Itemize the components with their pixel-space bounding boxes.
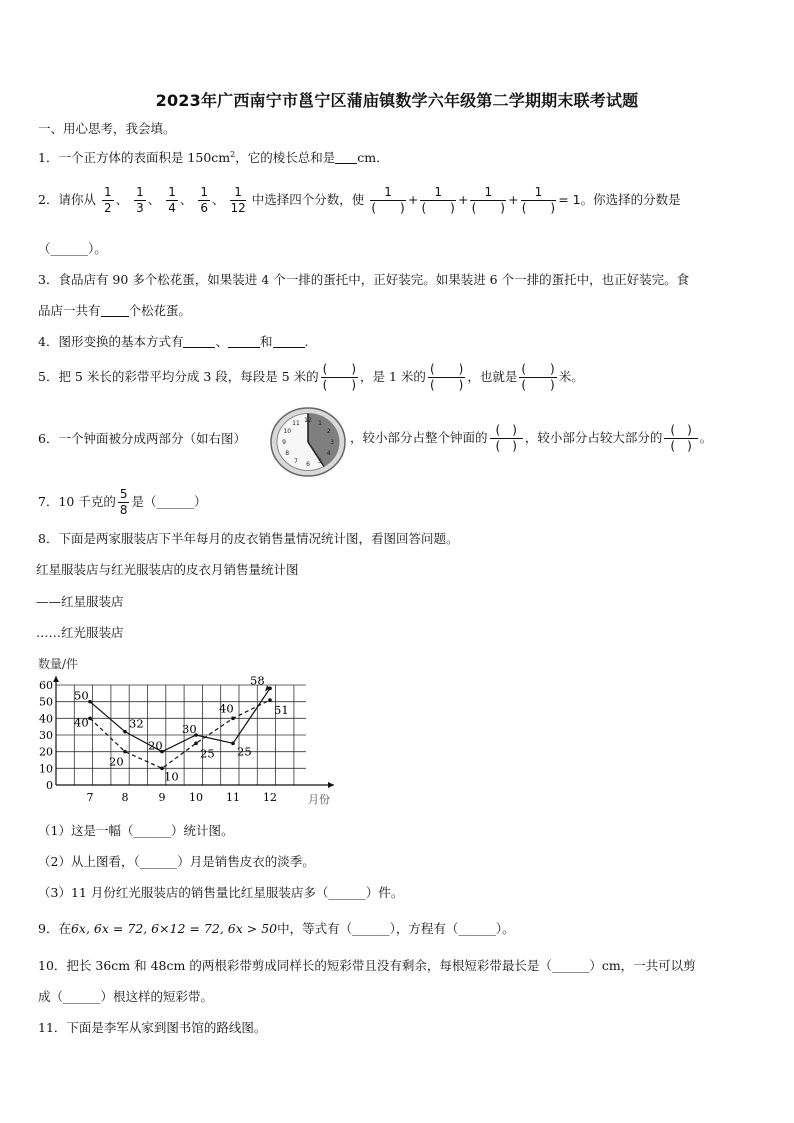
question-7-text-b[interactable]: 是（______） bbox=[131, 494, 207, 509]
data-label: 30 bbox=[182, 722, 197, 736]
question-9-text-b[interactable]: 中，等式有（______），方程有（______）。 bbox=[277, 921, 515, 936]
answer-blank[interactable] bbox=[101, 303, 129, 317]
superscript: 2 bbox=[230, 150, 236, 159]
data-label: 51 bbox=[274, 703, 289, 717]
data-label: 25 bbox=[200, 746, 215, 761]
data-label: 25 bbox=[237, 744, 252, 759]
clock-number: 2 bbox=[326, 428, 331, 435]
question-5 bbox=[38, 360, 584, 394]
question-2-answer[interactable]: （______）。 bbox=[38, 241, 107, 256]
clock-number: 6 bbox=[306, 461, 310, 468]
x-tick-label: 12 bbox=[263, 791, 277, 804]
fraction-blank[interactable]: $\frac{( )}{( )}$ bbox=[322, 362, 357, 392]
equals-one: = 1 bbox=[558, 192, 581, 207]
question-3-text: 品店一共有 bbox=[38, 303, 101, 318]
question-5-text-c: ，也就是 bbox=[467, 369, 518, 384]
legend-dashed: ……红光服装店 bbox=[36, 625, 124, 640]
fraction-blank[interactable]: $\frac{( )}{( )}$ bbox=[664, 423, 697, 454]
answer-blank[interactable] bbox=[183, 334, 215, 348]
question-8-sub1[interactable]: （1）这是一幅（______）统计图。 bbox=[38, 823, 234, 838]
fraction-option: $\frac{1}{2}$ bbox=[103, 185, 112, 215]
fraction-blank[interactable]: $\frac{1}{( )}$ bbox=[371, 185, 405, 215]
line-chart-svg bbox=[34, 652, 344, 812]
question-6-text-b: ，较小部分占整个钟面的 bbox=[350, 430, 488, 445]
data-point bbox=[123, 750, 127, 754]
fraction-blank[interactable]: $\frac{1}{( )}$ bbox=[471, 185, 505, 215]
clock-number: 4 bbox=[326, 450, 331, 457]
question-2-text-b: 中选择四个分数，使 bbox=[251, 192, 365, 207]
question-9 bbox=[38, 920, 515, 938]
y-tick-label: 60 bbox=[39, 679, 53, 692]
clock-number: 9 bbox=[282, 439, 286, 446]
data-point bbox=[194, 742, 198, 746]
clock-number: 7 bbox=[294, 458, 298, 466]
y-tick-label: 50 bbox=[39, 695, 53, 709]
question-3-line2 bbox=[38, 302, 191, 320]
question-1-unit: cm． bbox=[357, 150, 389, 166]
question-1-text: 1．一个正方体的表面积是 150cm bbox=[38, 150, 231, 166]
answer-blank[interactable] bbox=[335, 150, 357, 164]
data-label: 50 bbox=[74, 688, 89, 703]
legend-solid: ——红星服装店 bbox=[36, 594, 124, 609]
y-tick-label: 20 bbox=[39, 745, 53, 759]
data-label: 58 bbox=[250, 673, 265, 688]
clock-icon bbox=[268, 405, 348, 477]
data-point bbox=[231, 742, 235, 746]
fraction-option: $\frac{1}{6}$ bbox=[200, 185, 208, 215]
question-5-text-b: ，是 1 米的 bbox=[360, 369, 426, 384]
data-label: 40 bbox=[219, 701, 234, 716]
question-4 bbox=[38, 333, 308, 351]
question-2: 2．请你从 $\frac{1}{2}$ 、 $\frac{1}{3}$ 、 $\frac{1}{4}$ 、 $\frac{1}{6}$ 、 $\frac{1}{12}$ 中选择四个分数，使 $\frac{1}{( )}$ + $\frac{1}{( )}$ + $\frac{1}{( )}$ + $\frac{1}{( )}$ = 1。你选择的分数是 bbox=[38, 185, 681, 215]
y-tick-label: 10 bbox=[39, 762, 53, 776]
question-6-text: 6．一个钟面被分成两部分（如右图） bbox=[38, 431, 246, 446]
separator: 和 bbox=[259, 334, 273, 349]
question-3-line1: 3．食品店有 90 多个松花蛋，如果装进 4 个一排的蛋托中，正好装完。如果装进 6 个一排的蛋托中，也正好装完。食 bbox=[38, 272, 690, 287]
data-label: 20 bbox=[148, 738, 163, 753]
question-5-text: 5．把 5 米长的彩带平均分成 3 段，每段是 5 米的 bbox=[38, 369, 319, 384]
data-point bbox=[88, 700, 92, 704]
answer-blank[interactable] bbox=[273, 334, 305, 348]
fraction-option: $\frac{1}{12}$ bbox=[230, 185, 246, 215]
question-6-text-d: 。 bbox=[699, 430, 713, 445]
data-label: 32 bbox=[129, 716, 144, 731]
data-point bbox=[268, 698, 272, 702]
question-7 bbox=[38, 484, 207, 520]
chart-title: 红星服装店与红光服装店的皮衣月销售量统计图 bbox=[36, 562, 299, 577]
data-point bbox=[231, 717, 235, 721]
y-tick-label: 30 bbox=[39, 729, 53, 742]
data-label: 20 bbox=[109, 754, 124, 769]
clock-number: 5 bbox=[318, 458, 322, 466]
clock-number: 11 bbox=[292, 419, 300, 427]
question-10-line1[interactable]: 10．把长 36cm 和 48cm 的两根彩带剪成同样长的短彩带且没有剩余，每根短彩带最长是（______）cm，一共可以剪 bbox=[38, 958, 696, 973]
data-label: 10 bbox=[164, 769, 179, 784]
y-axis-arrow bbox=[53, 676, 59, 682]
question-2-text-c: 。你选择的分数是 bbox=[580, 192, 681, 207]
answer-blank[interactable] bbox=[228, 334, 260, 348]
y-tick-label: 0 bbox=[46, 779, 53, 792]
question-8-intro: 8．下面是两家服装店下半年每月的皮衣销售量情况统计图，看图回答问题。 bbox=[38, 531, 459, 546]
clock-number: 10 bbox=[283, 428, 292, 435]
series-line-hongxing bbox=[90, 688, 270, 751]
x-axis-arrow bbox=[328, 782, 334, 788]
data-point bbox=[123, 730, 127, 734]
data-label: 40 bbox=[74, 715, 89, 730]
clock-number: 12 bbox=[304, 417, 312, 424]
fraction: $\frac{5}{8}$ bbox=[119, 487, 128, 517]
x-tick-label: 10 bbox=[189, 791, 203, 804]
question-3-text-b: 个松花蛋。 bbox=[128, 303, 192, 318]
section-heading: 一、用心思考，我会填。 bbox=[38, 121, 176, 136]
question-10-line2[interactable]: 成（______）根这样的短彩带。 bbox=[38, 989, 214, 1004]
question-5-text-d: 米。 bbox=[558, 369, 584, 384]
question-6-rest bbox=[350, 418, 712, 458]
question-8-sub2[interactable]: （2）从上图看，（______）月是销售皮衣的淡季。 bbox=[38, 854, 315, 869]
question-4-text: 4．图形变换的基本方式有 bbox=[38, 334, 184, 349]
question-2-text: 2．请你从 bbox=[38, 192, 96, 207]
question-1-text-b: ，它的棱长总和是 bbox=[235, 150, 336, 166]
question-11: 11．下面是李军从家到图书馆的路线图。 bbox=[38, 1020, 267, 1035]
fraction-blank[interactable]: $\frac{1}{( )}$ bbox=[521, 185, 556, 215]
clock-figure bbox=[268, 405, 348, 477]
x-tick-label: 7 bbox=[86, 791, 94, 804]
clock-number: 3 bbox=[330, 439, 334, 446]
question-1 bbox=[38, 146, 389, 167]
fraction-blank[interactable]: $\frac{( )}{( )}$ bbox=[490, 423, 523, 454]
page-title: 2023年广西南宁市邕宁区蒲庙镇数学六年级第二学期期末联考试题 bbox=[155, 91, 639, 110]
x-tick-label: 8 bbox=[121, 791, 129, 804]
question-7-text: 7．10 千克的 bbox=[38, 494, 116, 509]
period: . bbox=[304, 334, 309, 349]
line-chart bbox=[34, 652, 344, 812]
separator: 、 bbox=[215, 334, 228, 349]
fraction-blank[interactable]: $\frac{( )}{( )}$ bbox=[521, 362, 555, 392]
fraction-option: $\frac{1}{4}$ bbox=[168, 185, 176, 215]
y-tick-label: 40 bbox=[39, 712, 53, 726]
fraction-blank[interactable]: $\frac{( )}{( )}$ bbox=[429, 362, 464, 392]
question-8-sub3[interactable]: （3）11 月份红光服装店的销售量比红星服装店多（______）件。 bbox=[38, 885, 404, 900]
clock-number: 8 bbox=[285, 450, 290, 457]
y-axis-label: 数量/件 bbox=[38, 657, 79, 671]
question-6-text-c: ，较小部分占较大部分的 bbox=[524, 430, 663, 445]
math-expression: 6x, 6x = 72, 6×12 = 72, 6x > 50 bbox=[70, 921, 278, 936]
fraction-option: $\frac{1}{3}$ bbox=[136, 185, 144, 215]
x-tick-label: 11 bbox=[226, 791, 240, 804]
data-point bbox=[88, 717, 92, 721]
x-tick-label: 9 bbox=[158, 791, 166, 804]
question-9-text: 9．在 bbox=[38, 921, 71, 936]
x-axis-label: 月份 bbox=[308, 793, 330, 806]
clock-number: 1 bbox=[318, 419, 322, 427]
fraction-blank[interactable]: $\frac{1}{( )}$ bbox=[421, 185, 455, 215]
